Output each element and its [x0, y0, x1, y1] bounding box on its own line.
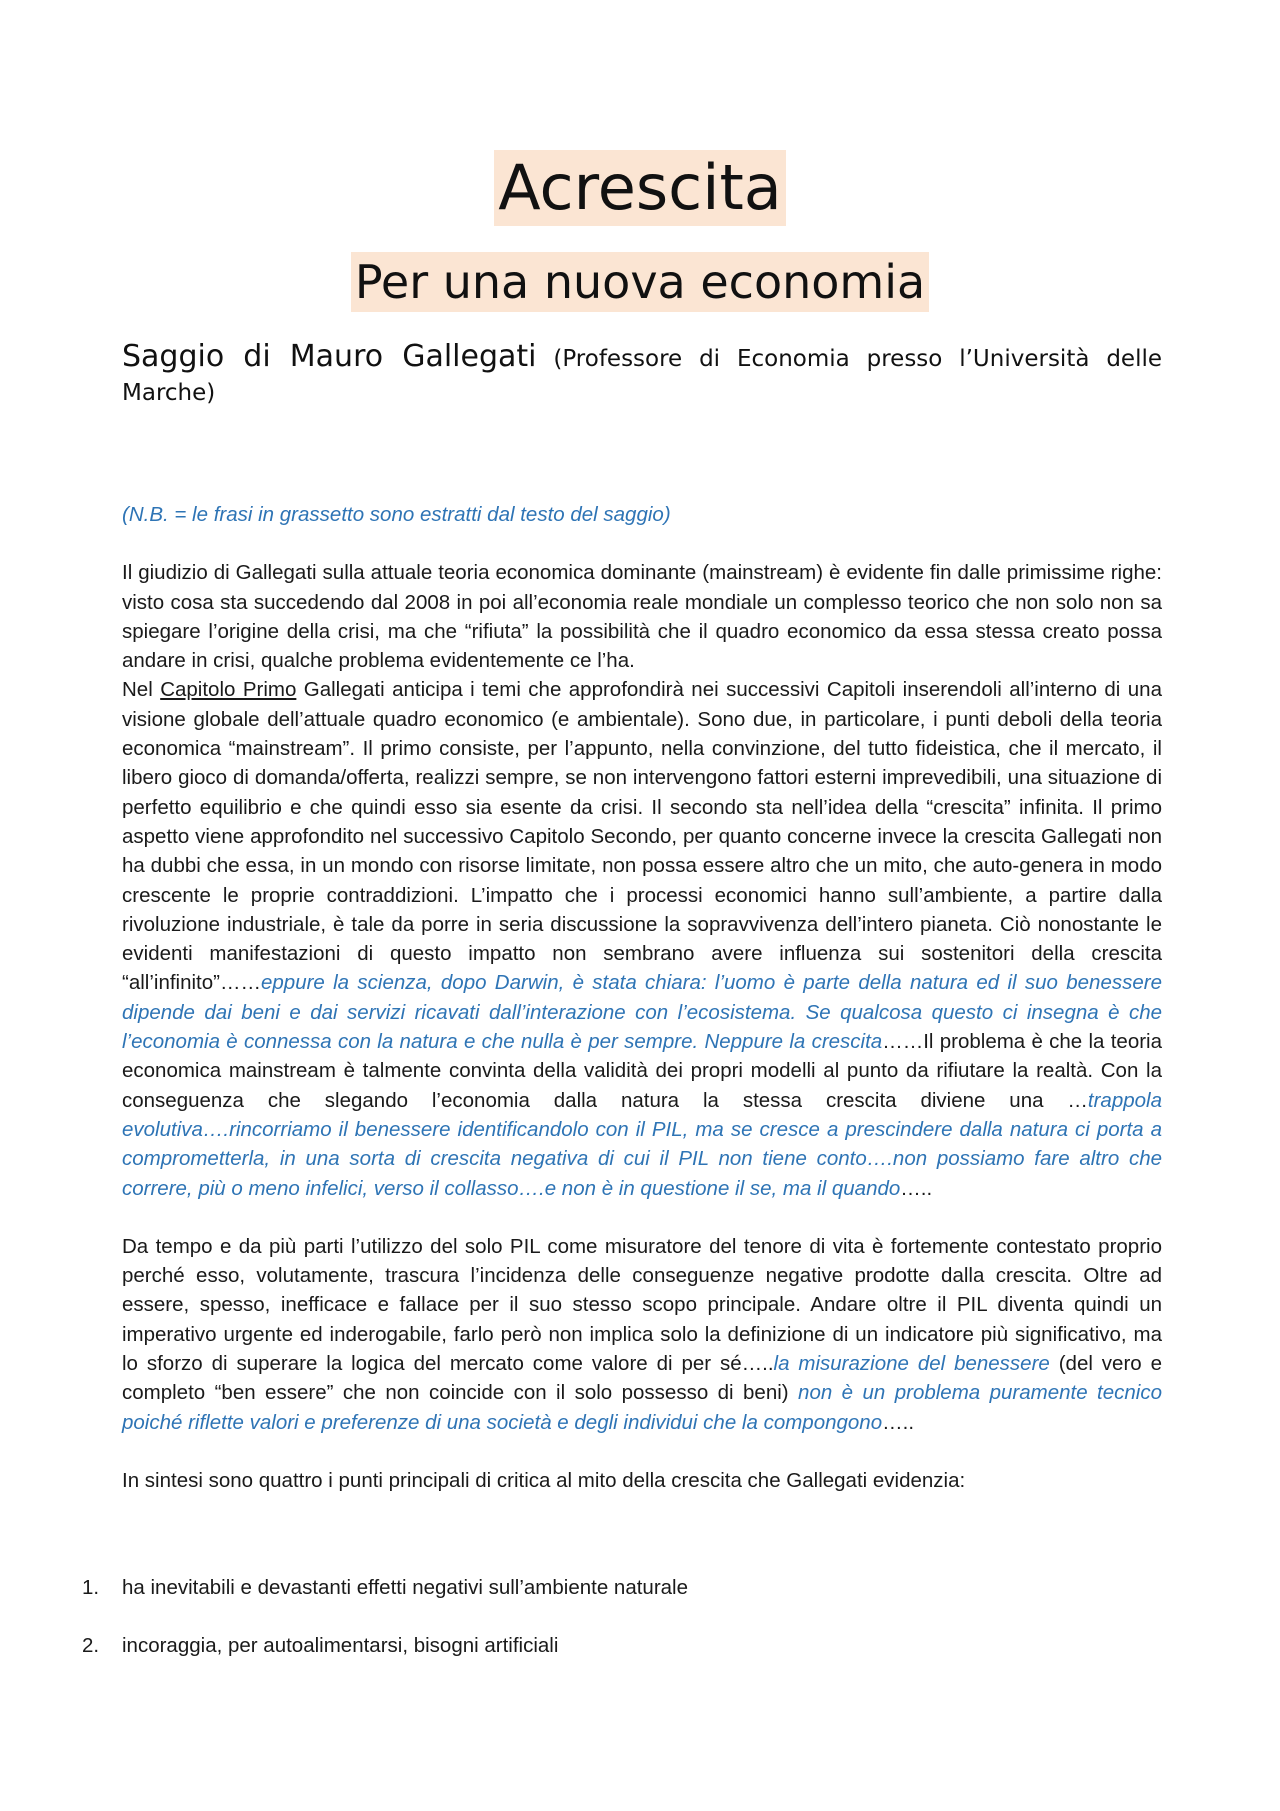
list-item — [82, 1573, 688, 1602]
paragraph-2-text-3: ….. — [900, 1176, 933, 1200]
paragraph-3-text-3: ….. — [882, 1410, 915, 1434]
document-title: Acrescita — [494, 150, 786, 226]
paragraph-3-text-2: (del vero e completo “ben essere” che non coincide con il solo possesso di beni) — [122, 1352, 1162, 1405]
document-subtitle: Per una nuova economia — [351, 252, 929, 312]
paragraph-3-quote-2: non è un problema puramente tecnico poiché riflette valori e preferenze di una società e degli individui che la compongono — [122, 1381, 1162, 1434]
paragraph-2-quote-2: trappola evolutiva….rincorriamo il benessere identificandolo con il PIL, ma se cresce a prescindere dalla natura ci porta a comprometterla, in una sorta di crescita negativa di cui il PIL non tiene conto….non possiamo fare altro che correre, più o meno infelici, verso il collasso….e non è in questione il se, ma il quando — [122, 1088, 1162, 1200]
list-item-number: 2. — [82, 1634, 100, 1657]
paragraph-3-quote-1: la misurazione del benessere — [773, 1352, 1050, 1376]
list-item-text: ha inevitabili e devastanti effetti negativi sull’ambiente naturale — [122, 1576, 689, 1599]
title-block — [0, 150, 1280, 226]
byline — [122, 340, 1162, 410]
subtitle-block — [0, 252, 1280, 312]
paragraph-3 — [122, 1232, 1162, 1437]
paragraph-2-quote-1: eppure la scienza, dopo Darwin, è stata chiara: l’uomo è parte della natura ed il suo benessere dipende dai beni e dai servizi ricavati dall’interazione con l’ecosistema. Se qualcosa questo ci insegna è che l’economia è connessa con la natura e che nulla è per sempre. Neppure la crescita — [122, 971, 1162, 1054]
paragraph-2-lead: Nel — [122, 678, 161, 702]
chapter-one-link: Capitolo Primo — [160, 678, 297, 702]
paragraph-2-text-2: ……Il problema è che la teoria economica mainstream è talmente convinta della validità dei propri modelli al punto da rifiutare la realtà. Con la conseguenza che slegando l’economia dalla natura la stessa crescita diviene una … — [122, 1030, 1162, 1112]
list-item-text: incoraggia, per autoalimentarsi, bisogni artificiali — [122, 1634, 559, 1657]
byline-affiliation: (Professore di Economia presso l’Università delle Marche) — [122, 346, 1162, 406]
paragraph-1: Il giudizio di Gallegati sulla attuale teoria economica dominante (mainstream) è evidente fin dalle primissime righe: visto cosa sta succedendo dal 2008 in poi all’economia reale mondiale un complesso teorico che non solo non sa spiegare l’origine della crisi, ma che “rifiuta” la possibilità che il quadro economico da essa stessa creato possa andare in crisi, qualche problema evidentemente ce l’ha. — [122, 561, 1162, 673]
paragraph-2-text-1: Gallegati anticipa i temi che approfondirà nei successivi Capitoli inserendoli all’interno di una visione globale dell’attuale quadro economico (e ambientale). Sono due, in particolare, i punti deboli della teoria economica “mainstream”. Il primo consiste, per l’appunto, nella convinzione, del tutto fideistica, che il mercato, il libero gioco di domanda/offerta, realizzi sempre, se non intervengono fattori esterni imprevedibili, una situazione di perfetto equilibrio e che quindi esso sia esente da crisi. Il secondo sta nell’idea della “crescita” infinita. Il primo aspetto viene approfondito nel successivo Capitolo Secondo, per quanto concerne invece la crescita Gallegati non ha dubbi che essa, in un mondo con risorse limitate, non possa essere altro che un mito, che auto-genera in modo crescente le proprie contraddizioni. L’impatto che i processi economici hanno sull’ambiente, a partire dalla rivoluzione industriale, è tale da porre in seria discussione la sopravvivenza dell’intero pianeta. Ciò nonostante le evidenti manifestazioni di questo impatto non sembrano avere influenza sui sostenitori della crescita “all’infinito”…… — [122, 678, 1162, 995]
list-item-number: 1. — [82, 1576, 100, 1599]
paragraph-3-text-1: Da tempo e da più parti l’utilizzo del solo PIL come misuratore del tenore di vita è fortemente contestato proprio perché esso, volutamente, trascura l’incidenza delle conseguenze negative prodotte dalla crescita. Oltre ad essere, spesso, inefficace e fallace per il suo stesso scopo principale. Andare oltre il PIL diventa quindi un imperativo urgente ed inderogabile, farlo però non implica solo la definizione di un indicatore più significativo, ma lo sforzo di superare la logica del mercato come valore di per sé….. — [122, 1234, 1162, 1376]
paragraph-2 — [122, 675, 1162, 1202]
list-item — [82, 1631, 558, 1660]
byline-author: Saggio di Mauro Gallegati — [122, 339, 537, 374]
paragraph-4: In sintesi sono quattro i punti principali di critica al mito della crescita che Gallegati evidenzia: — [122, 1468, 966, 1492]
editor-note: (N.B. = le frasi in grassetto sono estratti dal testo del saggio) — [122, 503, 671, 526]
document-body — [122, 500, 1162, 1524]
